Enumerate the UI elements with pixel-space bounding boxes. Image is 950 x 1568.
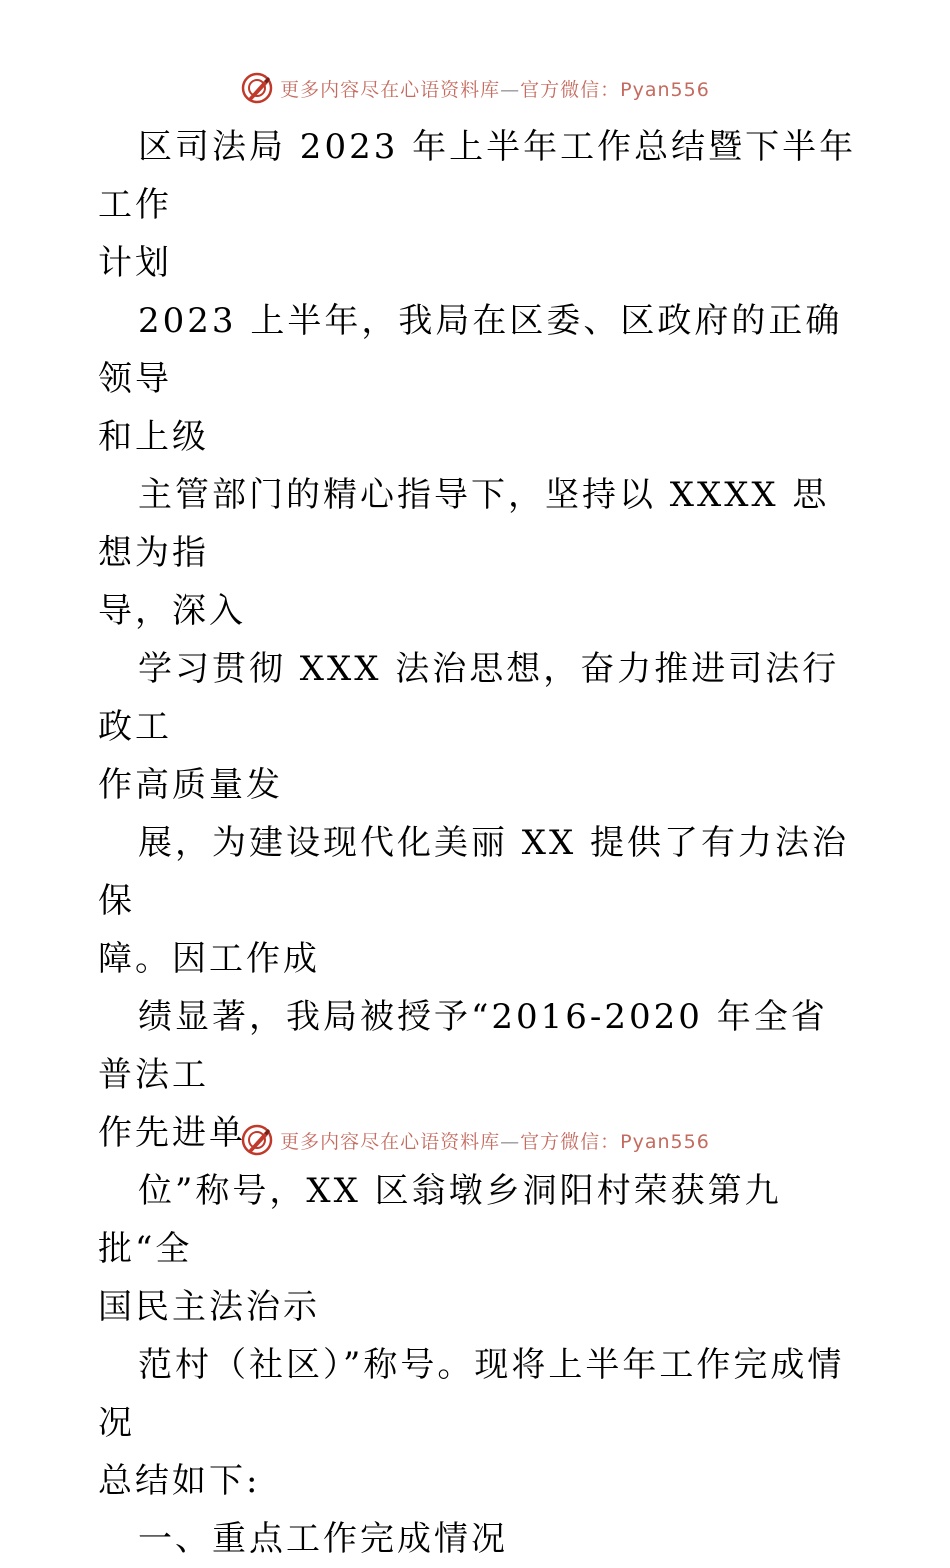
pen-logo-icon [240,71,274,105]
doc-line: 位”称号，XX 区翁墩乡洞阳村荣获第九批“全 [98,1171,782,1269]
doc-line: 总结如下: [98,1461,261,1501]
watermark-dash: — [500,78,521,101]
doc-line: 主管部门的精心指导下，坚持以 XXXX 思想为指 [98,475,830,573]
watermark-banner-top [0,68,950,108]
watermark-text [280,75,710,102]
watermark-text [280,1127,710,1154]
watermark-banner-bottom [0,1120,950,1160]
watermark-dash: — [500,1130,521,1153]
pen-logo-icon [240,1123,274,1157]
watermark-main: 更多内容尽在心语资料库 [280,78,501,101]
doc-line: 范村（社区）”称号。现将上半年工作完成情况 [98,1345,845,1443]
doc-line: 学习贯彻 XXX 法治思想，奋力推进司法行政工 [98,649,840,747]
doc-line: 2023 上半年，我局在区委、区政府的正确领导 [98,301,843,399]
doc-line: 区司法局 2023 年上半年工作总结暨下半年工作 [98,127,857,225]
doc-line: 展，为建设现代化美丽 XX 提供了有力法治保 [98,823,850,921]
doc-line: 国民主法治示 [98,1287,320,1327]
doc-line: 作高质量发 [98,765,283,805]
document-body [98,118,858,1568]
watermark-wechat: 官方微信：Pyan556 [520,78,710,101]
doc-line: 障。因工作成 [98,939,320,979]
section-heading: 一、重点工作完成情况 [138,1519,508,1559]
watermark-main: 更多内容尽在心语资料库 [280,1130,501,1153]
doc-line: 作先进单 [98,1113,246,1153]
watermark-wechat: 官方微信：Pyan556 [520,1130,710,1153]
doc-line: 计划 [98,243,172,283]
doc-line: 绩显著，我局被授予“2016-2020 年全省普法工 [98,997,828,1095]
doc-line: 和上级 [98,417,209,457]
doc-line: 导，深入 [98,591,246,631]
